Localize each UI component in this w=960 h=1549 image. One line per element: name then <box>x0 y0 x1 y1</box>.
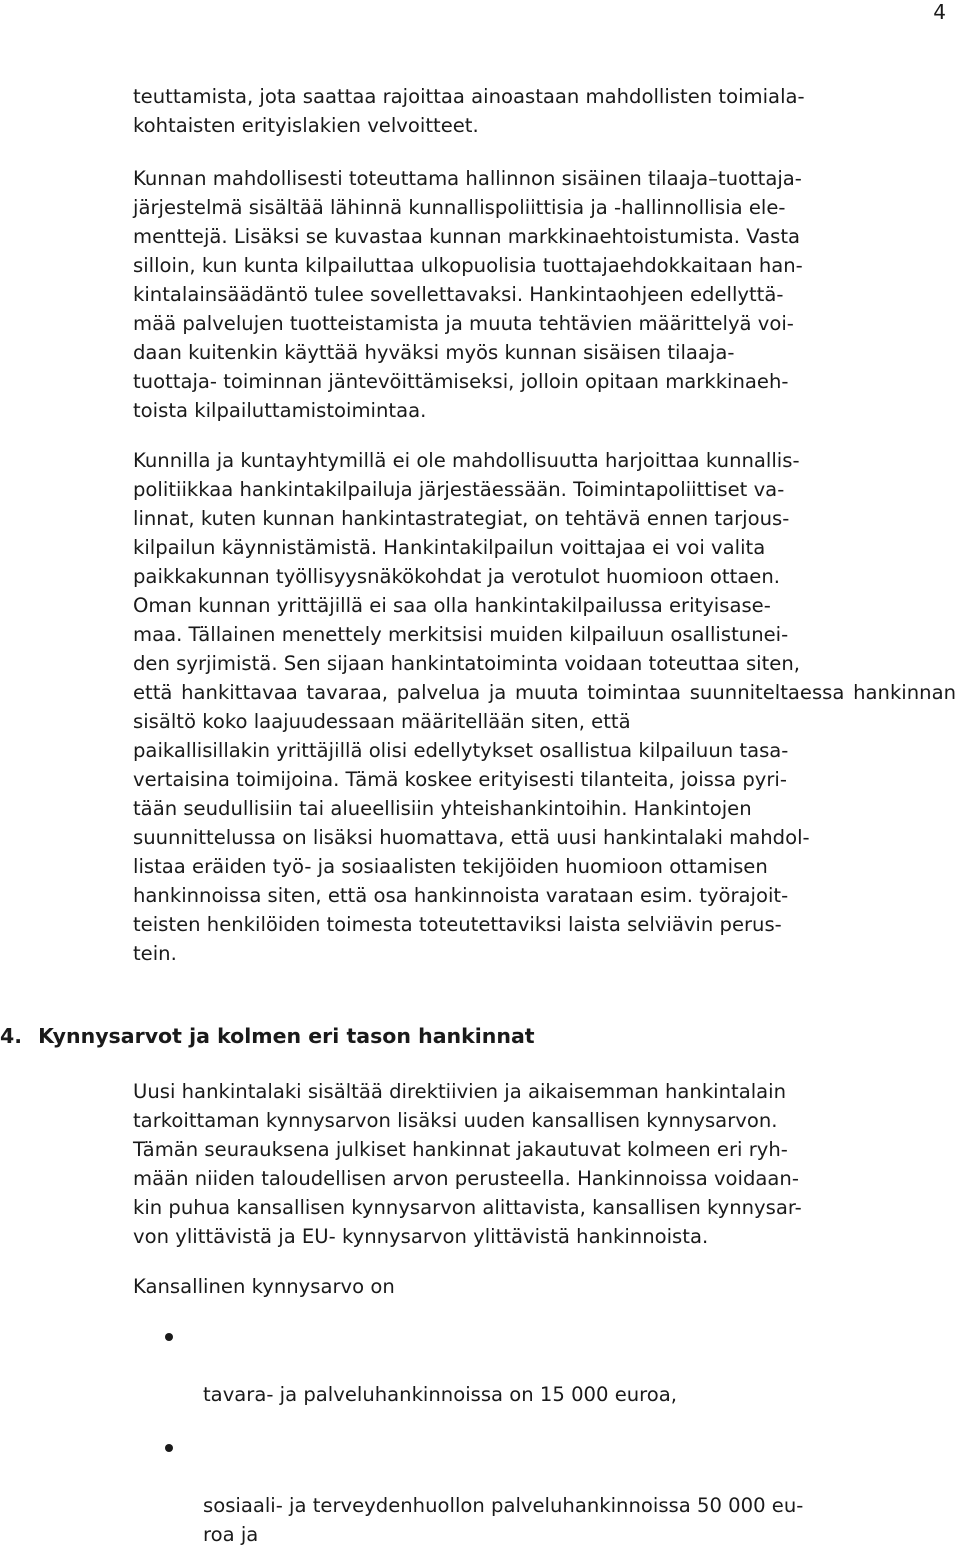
bullet-icon <box>165 1444 173 1452</box>
list-item <box>0 1322 955 1409</box>
section-number: 4. <box>0 1024 23 1048</box>
list-item <box>0 1433 955 1549</box>
section-heading <box>0 1022 535 1051</box>
paragraph-national-threshold: Kansallinen kynnysarvo on <box>133 1275 395 1298</box>
list-item-text: sosiaali- ja terveydenhuollon palveluhankinnoissa 50 000 eu- roa ja <box>203 1494 804 1546</box>
paragraph-municipal-policy: Kunnilla ja kuntayhtymillä ei ole mahdollisuutta harjoittaa kunnallis- politiikkaa hankintakilpailuja järjestäessään. Toimintapoliittiset va- linnat, kuten kunnan hankintastrategiat, on tehtävä ennen tarjous- kilpailun käynnistämistä. Hankintakilpailun voittajaa ei voi valita paikkakunnan työllisyysnäkökohdat ja verotulot huomioon ottaen. Oman kunnan yrittäjillä ei saa olla hankintakilpailussa erityisase- maa. Tällainen menettely merkitsisi muiden kilpailuun osallistunei- den syrjimistä. Sen sijaan hankintatoiminta voidaan toteuttaa siten, että hankittavaa tavaraa, palvelua ja muuta toimintaa suunniteltaessa hankinnan sisältö koko laajuudessaan määritellään siten, että paikallisillakin yrittäjillä olisi edellytykset osallistua kilpailuun tasa- vertaisina toimijoina. Tämä koskee erityisesti tilanteita, joissa pyri- tään seudullisiin tai alueellisiin yhteishankintoihin. Hankintojen suunnittelussa on lisäksi huomattava, että uusi hankintalaki mahdol- listaa eräiden työ- ja sosiaalisten tekijöiden huomioon ottamisen hankinnoissa siten, että osa hankinnoista varataan esim. työrajoit- teisten henkilöiden toimesta toteutettaviksi laista selviävin perus- tein. <box>133 449 956 965</box>
paragraph-internal-purchaser-provider: Kunnan mahdollisesti toteuttama hallinnon sisäinen tilaaja–tuottaja- järjestelmä sisältää lähinnä kunnallispoliittisia ja -hallinnollisia ele- menttejä. Lisäksi se kuvastaa kunnan markkinaehtoistumista. Vasta silloin, kun kunta kilpailuttaa ulkopuolisia tuottajaehdokkaitaan han- kintalainsäädäntö tulee sovellettavaksi. Hankintaohjeen edellyttä- mää palvelujen tuotteistamista ja muuta tehtävien määrittelyä voi- daan kuitenkin käyttää hyväksi myös kunnan sisäisen tilaaja- tuottaja- toiminnan jäntevöittämiseksi, jolloin opitaan markkinaeh- toista kilpailuttamistoimintaa. <box>133 167 803 422</box>
page-number: 4 <box>933 0 946 24</box>
list-item-text: tavara- ja palveluhankinnoissa on 15 000 euroa, <box>203 1383 678 1406</box>
bullet-icon <box>165 1333 173 1341</box>
paragraph-continuation: teuttamista, jota saattaa rajoittaa ainoastaan mahdollisten toimiala- kohtaisten erityislakien velvoitteet. <box>133 85 805 137</box>
paragraph-thresholds-intro: Uusi hankintalaki sisältää direktiivien ja aikaisemman hankintalain tarkoittaman kynnysarvon lisäksi uuden kansallisen kynnysarvon. Tämän seurauksena julkiset hankinnat jakautuvat kolmeen eri ryh- mään niiden taloudellisen arvon perusteella. Hankinnoissa voidaan- kin puhua kansallisen kynnysarvon alittavista, kansallisen kynnysar- von ylittävistä ja EU- kynnysarvon ylittävistä hankinnoista. <box>133 1080 802 1248</box>
section-title: Kynnysarvot ja kolmen eri tason hankinnat <box>38 1024 535 1048</box>
